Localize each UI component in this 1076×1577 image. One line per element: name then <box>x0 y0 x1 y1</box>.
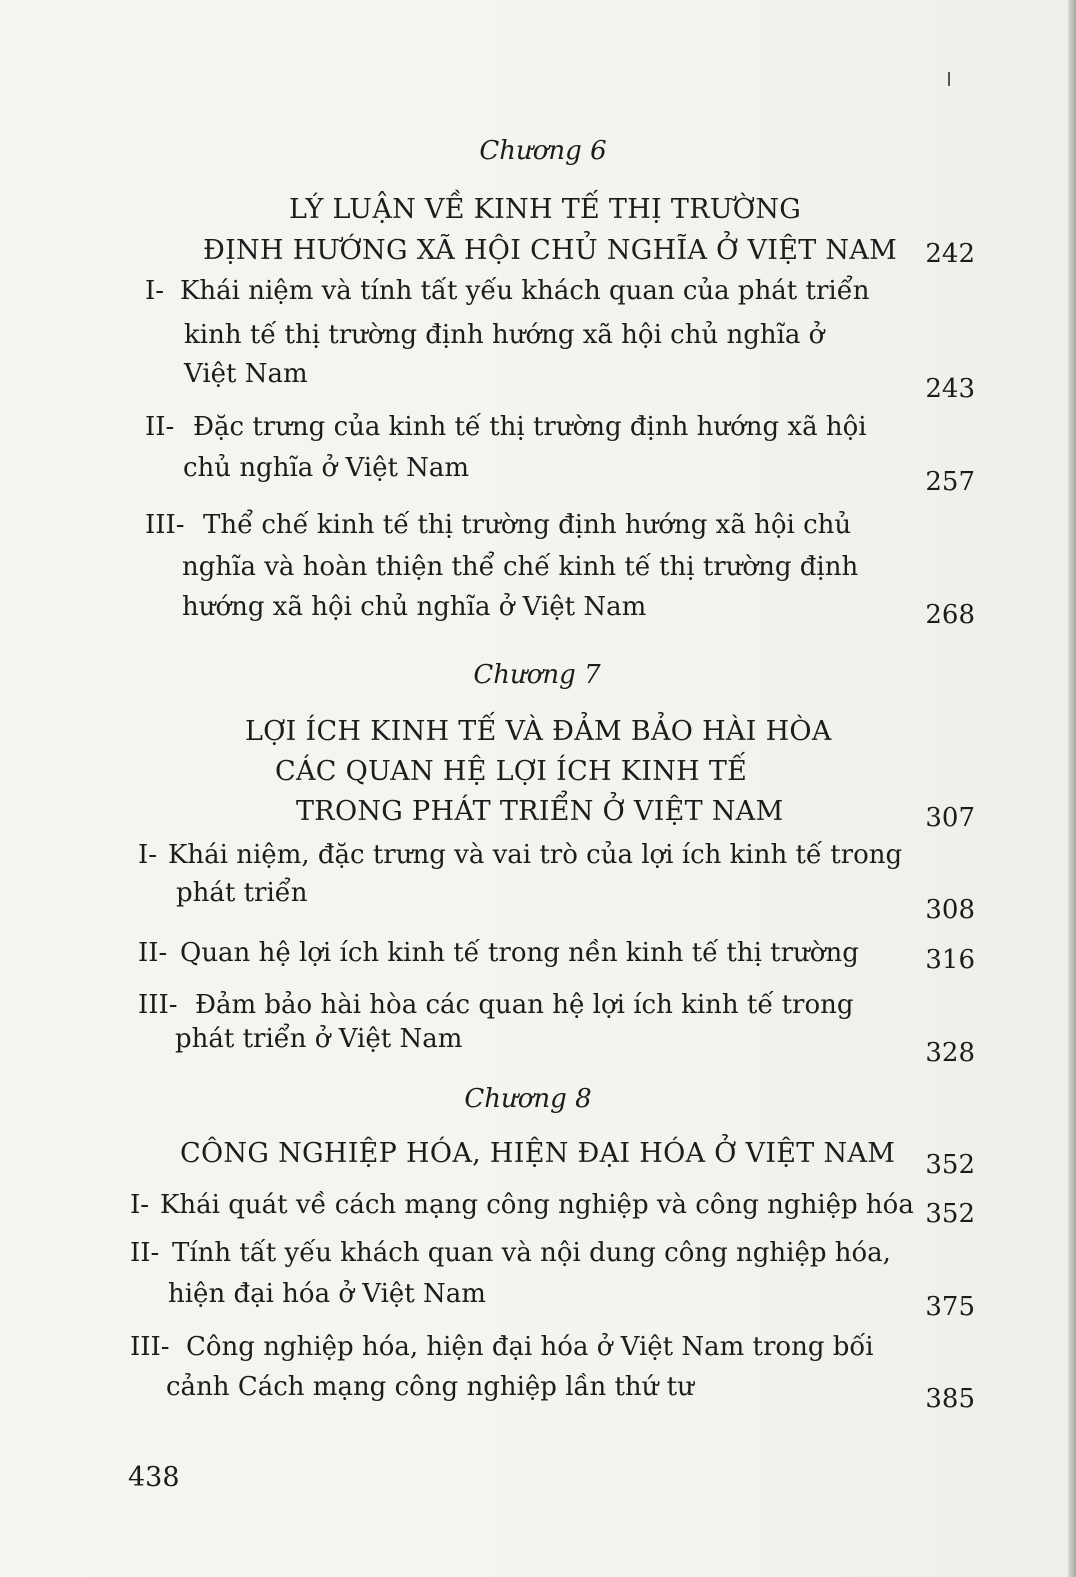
ch6-entry-1-line-3: Việt Nam <box>184 359 308 389</box>
ch8-entry-2-page: 375 <box>925 1292 975 1322</box>
ch7-entry-1-line-1: Khái niệm, đặc trưng và vai trò của lợi ích kinh tế trong <box>168 840 903 870</box>
ch7-entry-3-prefix: III- <box>138 990 178 1020</box>
ch6-entry-1-line-2: kinh tế thị trường định hướng xã hội chủ nghĩa ở <box>184 320 825 350</box>
ch7-entry-3-line-1: Đảm bảo hài hòa các quan hệ lợi ích kinh tế trong <box>195 990 854 1020</box>
ch7-entry-2-line-1: Quan hệ lợi ích kinh tế trong nền kinh tế thị trường <box>180 938 859 968</box>
chapter-8-page: 352 <box>925 1150 975 1180</box>
ch7-entry-1-prefix: I- <box>138 840 158 870</box>
ch7-entry-3-line-2: phát triển ở Việt Nam <box>175 1024 463 1054</box>
ch8-entry-2-line-2: hiện đại hóa ở Việt Nam <box>168 1279 486 1309</box>
chapter-8-label: Chương 8 <box>464 1084 592 1114</box>
ch6-entry-2-line-1: Đặc trưng của kinh tế thị trường định hướng xã hội <box>193 412 867 442</box>
ch6-entry-2-page: 257 <box>925 467 975 497</box>
ch6-entry-1-page: 243 <box>925 374 975 404</box>
ch7-entry-2-prefix: II- <box>138 938 168 968</box>
ch6-entry-3-prefix: III- <box>145 510 185 540</box>
chapter-7-title-line-1: LỢI ÍCH KINH TẾ VÀ ĐẢM BẢO HÀI HÒA <box>245 716 832 747</box>
ch6-entry-1-line-1: Khái niệm và tính tất yếu khách quan của phát triển <box>180 276 870 306</box>
ch8-entry-3-line-2: cảnh Cách mạng công nghiệp lần thứ tư <box>166 1372 694 1402</box>
ch8-entry-3-line-1: Công nghiệp hóa, hiện đại hóa ở Việt Nam trong bối <box>186 1332 874 1362</box>
ch8-entry-1-page: 352 <box>925 1199 975 1229</box>
page-number: 438 <box>128 1462 180 1493</box>
ch8-entry-2-prefix: II- <box>130 1238 160 1268</box>
ch8-entry-1-line-1: Khái quát về cách mạng công nghiệp và công nghiệp hóa <box>160 1190 914 1220</box>
ch7-entry-3-page: 328 <box>925 1038 975 1068</box>
ch7-entry-2-page: 316 <box>925 945 975 975</box>
ch8-entry-3-prefix: III- <box>130 1332 170 1362</box>
chapter-7-page: 307 <box>925 803 975 833</box>
ch6-entry-2-line-2: chủ nghĩa ở Việt Nam <box>183 453 470 483</box>
ch6-entry-3-line-3: hướng xã hội chủ nghĩa ở Việt Nam <box>182 592 647 622</box>
ch6-entry-1-prefix: I- <box>145 276 165 306</box>
chapter-8-title-line-1: CÔNG NGHIỆP HÓA, HIỆN ĐẠI HÓA Ở VIỆT NAM <box>180 1138 896 1169</box>
ch8-entry-2-line-1: Tính tất yếu khách quan và nội dung công nghiệp hóa, <box>172 1238 891 1268</box>
ch6-entry-3-page: 268 <box>925 600 975 630</box>
page-mark <box>948 72 950 86</box>
ch8-entry-3-page: 385 <box>925 1384 975 1414</box>
ch7-entry-1-line-2: phát triển <box>176 878 308 908</box>
ch7-entry-1-page: 308 <box>925 895 975 925</box>
chapter-6-title-line-2: ĐỊNH HƯỚNG XÃ HỘI CHỦ NGHĨA Ở VIỆT NAM <box>203 235 898 266</box>
ch8-entry-1-prefix: I- <box>130 1190 150 1220</box>
ch6-entry-2-prefix: II- <box>145 412 175 442</box>
ch6-entry-3-line-1: Thể chế kinh tế thị trường định hướng xã hội chủ <box>203 510 852 540</box>
chapter-7-label: Chương 7 <box>473 660 601 690</box>
chapter-6-label: Chương 6 <box>479 136 607 166</box>
ch6-entry-3-line-2: nghĩa và hoàn thiện thể chế kinh tế thị trường định <box>182 552 859 582</box>
chapter-6-page: 242 <box>925 239 975 269</box>
chapter-7-title-line-2: CÁC QUAN HỆ LỢI ÍCH KINH TẾ <box>275 756 748 787</box>
chapter-6-title-line-1: LÝ LUẬN VỀ KINH TẾ THỊ TRƯỜNG <box>289 194 802 225</box>
chapter-7-title-line-3: TRONG PHÁT TRIỂN Ở VIỆT NAM <box>296 796 784 827</box>
page-edge <box>1068 0 1076 1577</box>
